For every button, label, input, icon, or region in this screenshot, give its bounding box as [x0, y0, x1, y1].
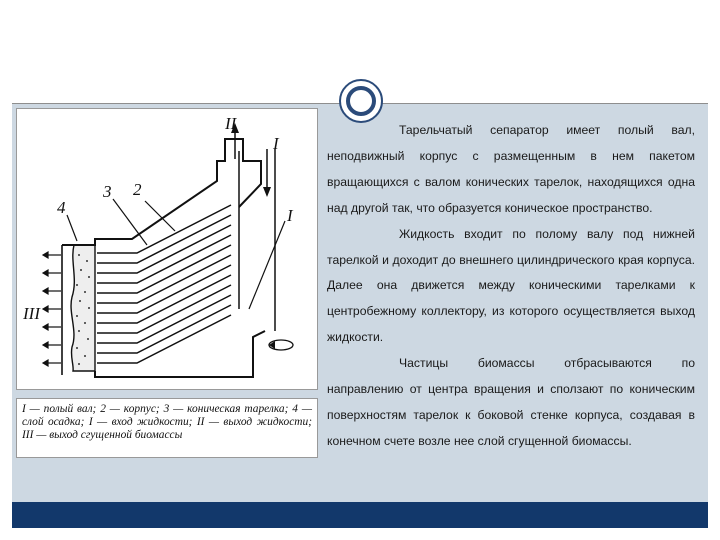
housing-bottom [95, 331, 265, 377]
label-II-top: II [225, 114, 237, 133]
sediment-layer [71, 245, 95, 371]
label-I-top: I [273, 134, 279, 153]
separator-diagram-svg [17, 109, 319, 391]
leader-line-1 [249, 221, 285, 309]
figure-caption: I — полый вал; 2 — корпус; 3 — коническая тарелка; 4 — слой осадка; I — вход жидкости; II — выход жидкости; III — выход сгущенной биомассы [16, 398, 318, 458]
leader-line-4 [67, 215, 77, 241]
paragraph-1: Тарельчатый сепаратор имеет полый вал, неподвижный корпус с размещенным в нем пакетом вращающихся с валом конических тарелок, находящихся одна над другой так, что образуется коническое пространство. [327, 123, 695, 215]
inlet-arrowhead [263, 187, 271, 197]
label-4: 4 [57, 198, 66, 217]
body-text [327, 118, 695, 455]
paragraph-3: Частицы биомассы отбрасываются по направлению от центра вращения и сползают по коническим поверхностям тарелок к боковой стенке корпуса, создавая в конечном счете возле нее слой сгущенной биомассы. [327, 356, 695, 448]
label-III: III [23, 304, 40, 323]
housing-wall [62, 139, 261, 245]
ring-emblem-icon [339, 79, 383, 123]
separator-diagram [16, 108, 318, 390]
label-I-right: I [287, 206, 293, 225]
label-3: 3 [103, 182, 112, 201]
label-2: 2 [133, 180, 142, 199]
biomass-outflow-arrows [43, 252, 61, 366]
footer-bar [12, 502, 708, 528]
conical-plates [97, 205, 231, 363]
paragraph-2: Жидкость входит по полому валу под нижней тарелкой и доходит до внешнего цилиндрического края корпуса. Далее она движется между коническими тарелками к центробежному коллектору, из которого осуществляется выход жидкости. [327, 226, 695, 345]
